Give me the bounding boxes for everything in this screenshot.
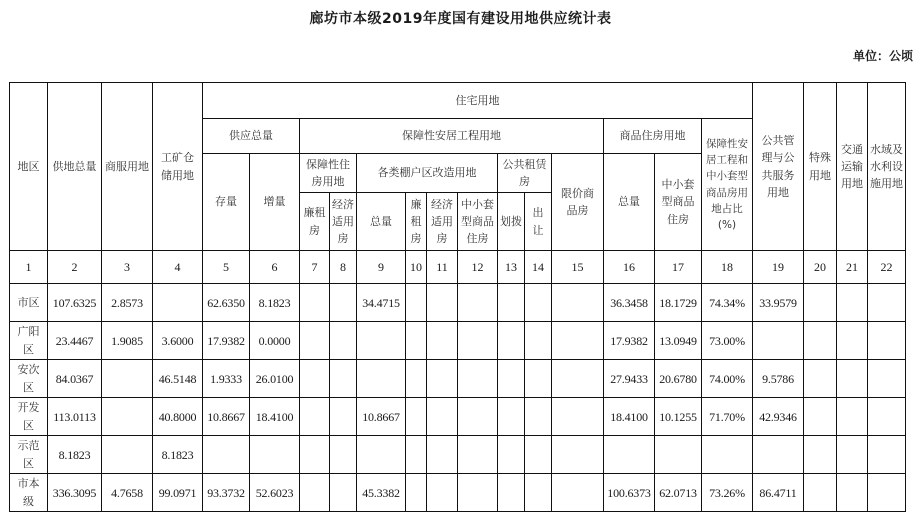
value-cell	[604, 436, 655, 474]
value-cell	[525, 474, 552, 512]
value-cell	[804, 284, 837, 322]
value-cell	[458, 474, 498, 512]
column-number: 20	[804, 251, 837, 284]
value-cell: 13.0949	[655, 322, 702, 360]
header-public-rental: 公共租赁房	[498, 154, 552, 193]
header-water: 水域及水利设施用地	[868, 83, 906, 251]
value-cell: 62.6350	[203, 284, 250, 322]
value-cell	[868, 474, 906, 512]
value-cell: 99.0971	[153, 474, 203, 512]
column-number: 14	[525, 251, 552, 284]
value-cell: 0.0000	[250, 322, 300, 360]
value-cell	[427, 360, 458, 398]
column-number: 6	[250, 251, 300, 284]
header-transfer: 出让	[525, 193, 552, 251]
header-transport: 交通运输用地	[837, 83, 868, 251]
value-cell	[552, 322, 604, 360]
value-cell	[804, 322, 837, 360]
value-cell	[753, 322, 804, 360]
value-cell: 62.0713	[655, 474, 702, 512]
region-cell: 开发区	[10, 398, 48, 436]
value-cell	[837, 398, 868, 436]
value-cell	[427, 322, 458, 360]
value-cell	[655, 436, 702, 474]
value-cell: 71.70%	[702, 398, 753, 436]
value-cell	[868, 436, 906, 474]
value-cell	[330, 284, 357, 322]
value-cell: 42.9346	[753, 398, 804, 436]
header-industrial: 工矿仓储用地	[153, 83, 203, 251]
header-commodity-housing: 商品住房用地	[604, 119, 702, 154]
value-cell	[868, 360, 906, 398]
header-commercial: 商服用地	[102, 83, 153, 251]
value-cell: 52.6023	[250, 474, 300, 512]
value-cell: 74.34%	[702, 284, 753, 322]
value-cell: 107.6325	[48, 284, 102, 322]
value-cell	[357, 360, 406, 398]
value-cell: 1.9333	[203, 360, 250, 398]
value-cell: 34.4715	[357, 284, 406, 322]
value-cell	[837, 474, 868, 512]
value-cell	[458, 436, 498, 474]
value-cell: 10.8667	[203, 398, 250, 436]
value-cell	[498, 360, 525, 398]
column-number: 21	[837, 251, 868, 284]
column-number: 19	[753, 251, 804, 284]
column-number: 8	[330, 251, 357, 284]
table-row	[10, 284, 906, 322]
header-shanty-economic: 经济适用房	[427, 193, 458, 251]
column-number: 12	[458, 251, 498, 284]
column-number: 15	[552, 251, 604, 284]
table-row	[10, 322, 906, 360]
value-cell	[102, 398, 153, 436]
value-cell	[406, 322, 427, 360]
value-cell: 26.0100	[250, 360, 300, 398]
value-cell: 8.1823	[153, 436, 203, 474]
value-cell	[458, 284, 498, 322]
value-cell	[330, 360, 357, 398]
header-price-limited: 限价商品房	[552, 154, 604, 251]
value-cell: 100.6373	[604, 474, 655, 512]
unit-label: 单位：公顷	[852, 49, 913, 63]
table-row	[10, 360, 906, 398]
value-cell: 113.0113	[48, 398, 102, 436]
region-cell: 安次区	[10, 360, 48, 398]
value-cell: 1.9085	[102, 322, 153, 360]
table-row	[10, 474, 906, 512]
header-public-service: 公共管理与公共服务用地	[753, 83, 804, 251]
header-allocation: 划拨	[498, 193, 525, 251]
value-cell	[525, 322, 552, 360]
page-title: 廊坊市本级2019年度国有建设用地供应统计表	[309, 11, 612, 27]
column-number: 18	[702, 251, 753, 284]
value-cell	[458, 398, 498, 436]
column-number: 11	[427, 251, 458, 284]
region-cell: 示范区	[10, 436, 48, 474]
value-cell	[868, 322, 906, 360]
value-cell	[702, 436, 753, 474]
header-residential: 住宅用地	[203, 83, 753, 119]
value-cell	[837, 436, 868, 474]
value-cell: 10.1255	[655, 398, 702, 436]
value-cell	[300, 436, 330, 474]
land-supply-table	[9, 82, 906, 512]
value-cell	[498, 474, 525, 512]
value-cell	[837, 322, 868, 360]
value-cell	[753, 436, 804, 474]
value-cell: 17.9382	[604, 322, 655, 360]
value-cell	[498, 398, 525, 436]
value-cell	[804, 398, 837, 436]
data-rows	[10, 284, 906, 512]
value-cell	[300, 360, 330, 398]
value-cell	[330, 436, 357, 474]
value-cell	[427, 436, 458, 474]
header-shanty-low-rent: 廉租房	[406, 193, 427, 251]
value-cell	[406, 284, 427, 322]
value-cell	[525, 398, 552, 436]
value-cell	[498, 436, 525, 474]
column-number: 10	[406, 251, 427, 284]
header-supply-total: 供应总量	[203, 119, 300, 154]
value-cell: 86.4711	[753, 474, 804, 512]
value-cell	[427, 474, 458, 512]
value-cell	[525, 284, 552, 322]
value-cell: 73.00%	[702, 322, 753, 360]
value-cell: 18.1729	[655, 284, 702, 322]
column-number: 16	[604, 251, 655, 284]
header-affordable-project: 保障性安居工程用地	[300, 119, 604, 154]
table-row	[10, 398, 906, 436]
header-shanty-total: 总量	[357, 193, 406, 251]
value-cell: 9.5786	[753, 360, 804, 398]
value-cell: 2.8573	[102, 284, 153, 322]
value-cell	[250, 436, 300, 474]
value-cell	[427, 284, 458, 322]
column-number: 9	[357, 251, 406, 284]
value-cell	[552, 360, 604, 398]
value-cell	[552, 284, 604, 322]
value-cell	[427, 398, 458, 436]
header-ratio: 保障性安居工程和中小套型商品房用地占比(%)	[702, 119, 753, 251]
value-cell	[552, 436, 604, 474]
value-cell: 8.1823	[250, 284, 300, 322]
column-number: 7	[300, 251, 330, 284]
value-cell	[458, 360, 498, 398]
column-number: 17	[655, 251, 702, 284]
header-low-rent: 廉租房	[300, 193, 330, 251]
value-cell	[330, 322, 357, 360]
value-cell	[804, 436, 837, 474]
value-cell: 10.8667	[357, 398, 406, 436]
region-cell: 广阳区	[10, 322, 48, 360]
header-commodity-total: 总量	[604, 154, 655, 251]
header-increment: 增量	[250, 154, 300, 251]
column-number: 1	[10, 251, 48, 284]
column-number: 4	[153, 251, 203, 284]
header-shanty-small-medium: 中小套型商品住房	[458, 193, 498, 251]
value-cell: 23.4467	[48, 322, 102, 360]
value-cell: 45.3382	[357, 474, 406, 512]
column-number-row	[10, 251, 906, 284]
value-cell	[406, 360, 427, 398]
value-cell	[102, 436, 153, 474]
value-cell: 40.8000	[153, 398, 203, 436]
value-cell: 20.6780	[655, 360, 702, 398]
value-cell	[300, 398, 330, 436]
value-cell: 4.7658	[102, 474, 153, 512]
value-cell: 73.26%	[702, 474, 753, 512]
value-cell: 336.3095	[48, 474, 102, 512]
value-cell: 74.00%	[702, 360, 753, 398]
value-cell	[406, 436, 427, 474]
value-cell	[525, 360, 552, 398]
value-cell: 93.3732	[203, 474, 250, 512]
value-cell	[203, 436, 250, 474]
column-number: 22	[868, 251, 906, 284]
header-total-supply: 供地总量	[48, 83, 102, 251]
value-cell: 46.5148	[153, 360, 203, 398]
table-row	[10, 436, 906, 474]
value-cell	[102, 360, 153, 398]
value-cell	[330, 474, 357, 512]
region-cell: 市区	[10, 284, 48, 322]
value-cell	[525, 436, 552, 474]
column-number: 2	[48, 251, 102, 284]
header-special: 特殊用地	[804, 83, 837, 251]
value-cell	[804, 360, 837, 398]
value-cell	[330, 398, 357, 436]
value-cell	[357, 436, 406, 474]
value-cell: 8.1823	[48, 436, 102, 474]
value-cell	[406, 474, 427, 512]
value-cell: 17.9382	[203, 322, 250, 360]
column-number: 5	[203, 251, 250, 284]
value-cell	[153, 284, 203, 322]
region-cell: 市本级	[10, 474, 48, 512]
value-cell	[406, 398, 427, 436]
value-cell	[552, 474, 604, 512]
header-region: 地区	[10, 83, 48, 251]
value-cell: 84.0367	[48, 360, 102, 398]
value-cell	[837, 284, 868, 322]
value-cell	[498, 322, 525, 360]
value-cell	[300, 322, 330, 360]
value-cell	[837, 360, 868, 398]
value-cell: 36.3458	[604, 284, 655, 322]
value-cell: 33.9579	[753, 284, 804, 322]
value-cell	[300, 284, 330, 322]
value-cell	[804, 474, 837, 512]
column-number: 13	[498, 251, 525, 284]
header-stock: 存量	[203, 154, 250, 251]
value-cell	[458, 322, 498, 360]
header-shantytown: 各类棚户区改造用地	[357, 154, 498, 193]
value-cell: 27.9433	[604, 360, 655, 398]
value-cell	[552, 398, 604, 436]
header-economic: 经济适用房	[330, 193, 357, 251]
header-commodity-small-medium: 中小套型商品住房	[655, 154, 702, 251]
value-cell: 3.6000	[153, 322, 203, 360]
value-cell: 18.4100	[604, 398, 655, 436]
column-number: 3	[102, 251, 153, 284]
value-cell	[498, 284, 525, 322]
value-cell	[868, 284, 906, 322]
value-cell: 18.4100	[250, 398, 300, 436]
value-cell	[868, 398, 906, 436]
value-cell	[357, 322, 406, 360]
header-affordable-housing-land: 保障性住房用地	[300, 154, 357, 193]
value-cell	[300, 474, 330, 512]
